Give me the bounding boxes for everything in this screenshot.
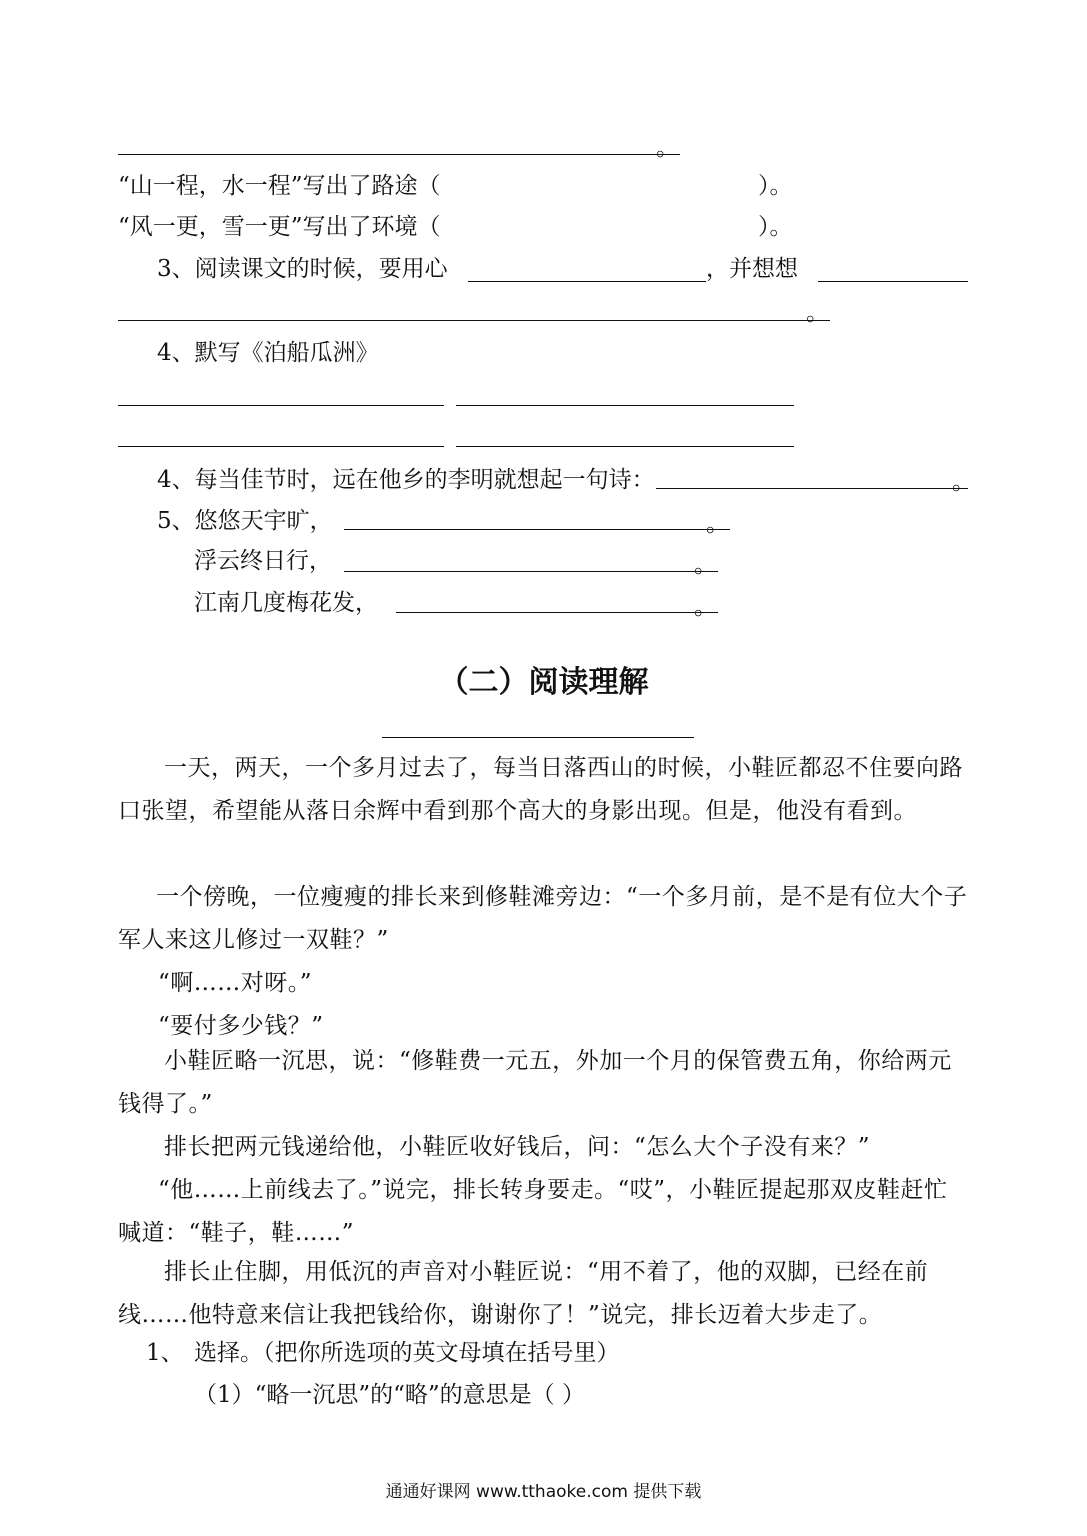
period-mark: 。	[706, 511, 729, 537]
q5-line1: 5、悠悠天宇旷，	[157, 508, 333, 534]
title-rule	[382, 737, 694, 738]
period-mark: 。	[952, 469, 975, 495]
q1-text: 选择。（把你所选项的英文母填在括号里）	[194, 1340, 620, 1366]
answer-line	[118, 320, 830, 321]
shan-line-close: ）。	[758, 173, 793, 199]
answer-line	[118, 446, 444, 447]
q5-line2: 浮云终日行，	[194, 548, 332, 574]
period-mark: 。	[694, 552, 717, 578]
period-mark: 。	[656, 135, 679, 161]
q1-number: 1、	[146, 1340, 184, 1366]
answer-line	[468, 281, 706, 282]
q4-dictation-label: 4、默写《泊船瓜洲》	[157, 340, 379, 366]
passage-paragraph: 一个傍晚，一位瘦瘦的排长来到修鞋滩旁边：“一个多月前，是不是有位大个子军人来这儿修过一双鞋？”	[118, 884, 968, 953]
passage-paragraph: 排长把两元钱递给他，小鞋匠收好钱后，问：“怎么大个子没有来？”	[164, 1134, 871, 1160]
answer-line	[456, 446, 794, 447]
passage-paragraph: 一天，两天，一个多月过去了，每当日落西山的时候，小鞋匠都忍不住要向路口张望，希望能从落日余辉中看到那个高大的身影出现。但是，他没有看到。	[118, 755, 963, 824]
passage-paragraph: 排长止住脚，用低沉的声音对小鞋匠说：“用不着了，他的双脚，已经在前线……他特意来信让我把钱给你，谢谢你了！”说完，排长迈着大步走了。	[118, 1259, 929, 1328]
answer-line	[456, 405, 794, 406]
answer-line	[818, 281, 968, 282]
passage-paragraph: “他……上前线去了。”说完，排长转身要走。“哎”，小鞋匠提起那双皮鞋赶忙喊道：“鞋子，鞋……”	[118, 1177, 948, 1246]
footer-credit: 通通好课网 www.tthaoke.com 提供下载	[385, 1482, 702, 1502]
shan-line-text: “山一程，水一程”写出了路途（	[118, 173, 441, 199]
feng-line-close: ）。	[758, 214, 793, 240]
answer-line	[344, 571, 718, 572]
passage-paragraph: “啊……对呀。”	[158, 970, 313, 996]
passage-paragraph: 小鞋匠略一沉思，说：“修鞋费一元五，外加一个月的保管费五角，你给两元钱得了。”	[118, 1048, 952, 1117]
feng-line-text: “风一更，雪一更”写出了环境（	[118, 214, 441, 240]
answer-line	[344, 529, 730, 530]
section-title: （二）阅读理解	[438, 665, 649, 700]
answer-line	[118, 405, 444, 406]
answer-line	[396, 612, 718, 613]
passage-paragraph: “要付多少钱？”	[158, 1013, 324, 1039]
q3-prefix: 3、阅读课文的时候，要用心	[157, 256, 448, 282]
period-mark: 。	[806, 300, 829, 326]
q5-line3: 江南几度梅花发，	[194, 590, 378, 616]
answer-line	[118, 154, 680, 155]
q1-1-text: （1）“略一沉思”的“略”的意思是（ ）	[194, 1382, 585, 1408]
q3-mid: ，并想想	[706, 256, 798, 282]
q4-festival-prefix: 4、每当佳节时，远在他乡的李明就想起一句诗：	[157, 467, 655, 493]
answer-line	[656, 488, 968, 489]
period-mark: 。	[694, 594, 717, 620]
